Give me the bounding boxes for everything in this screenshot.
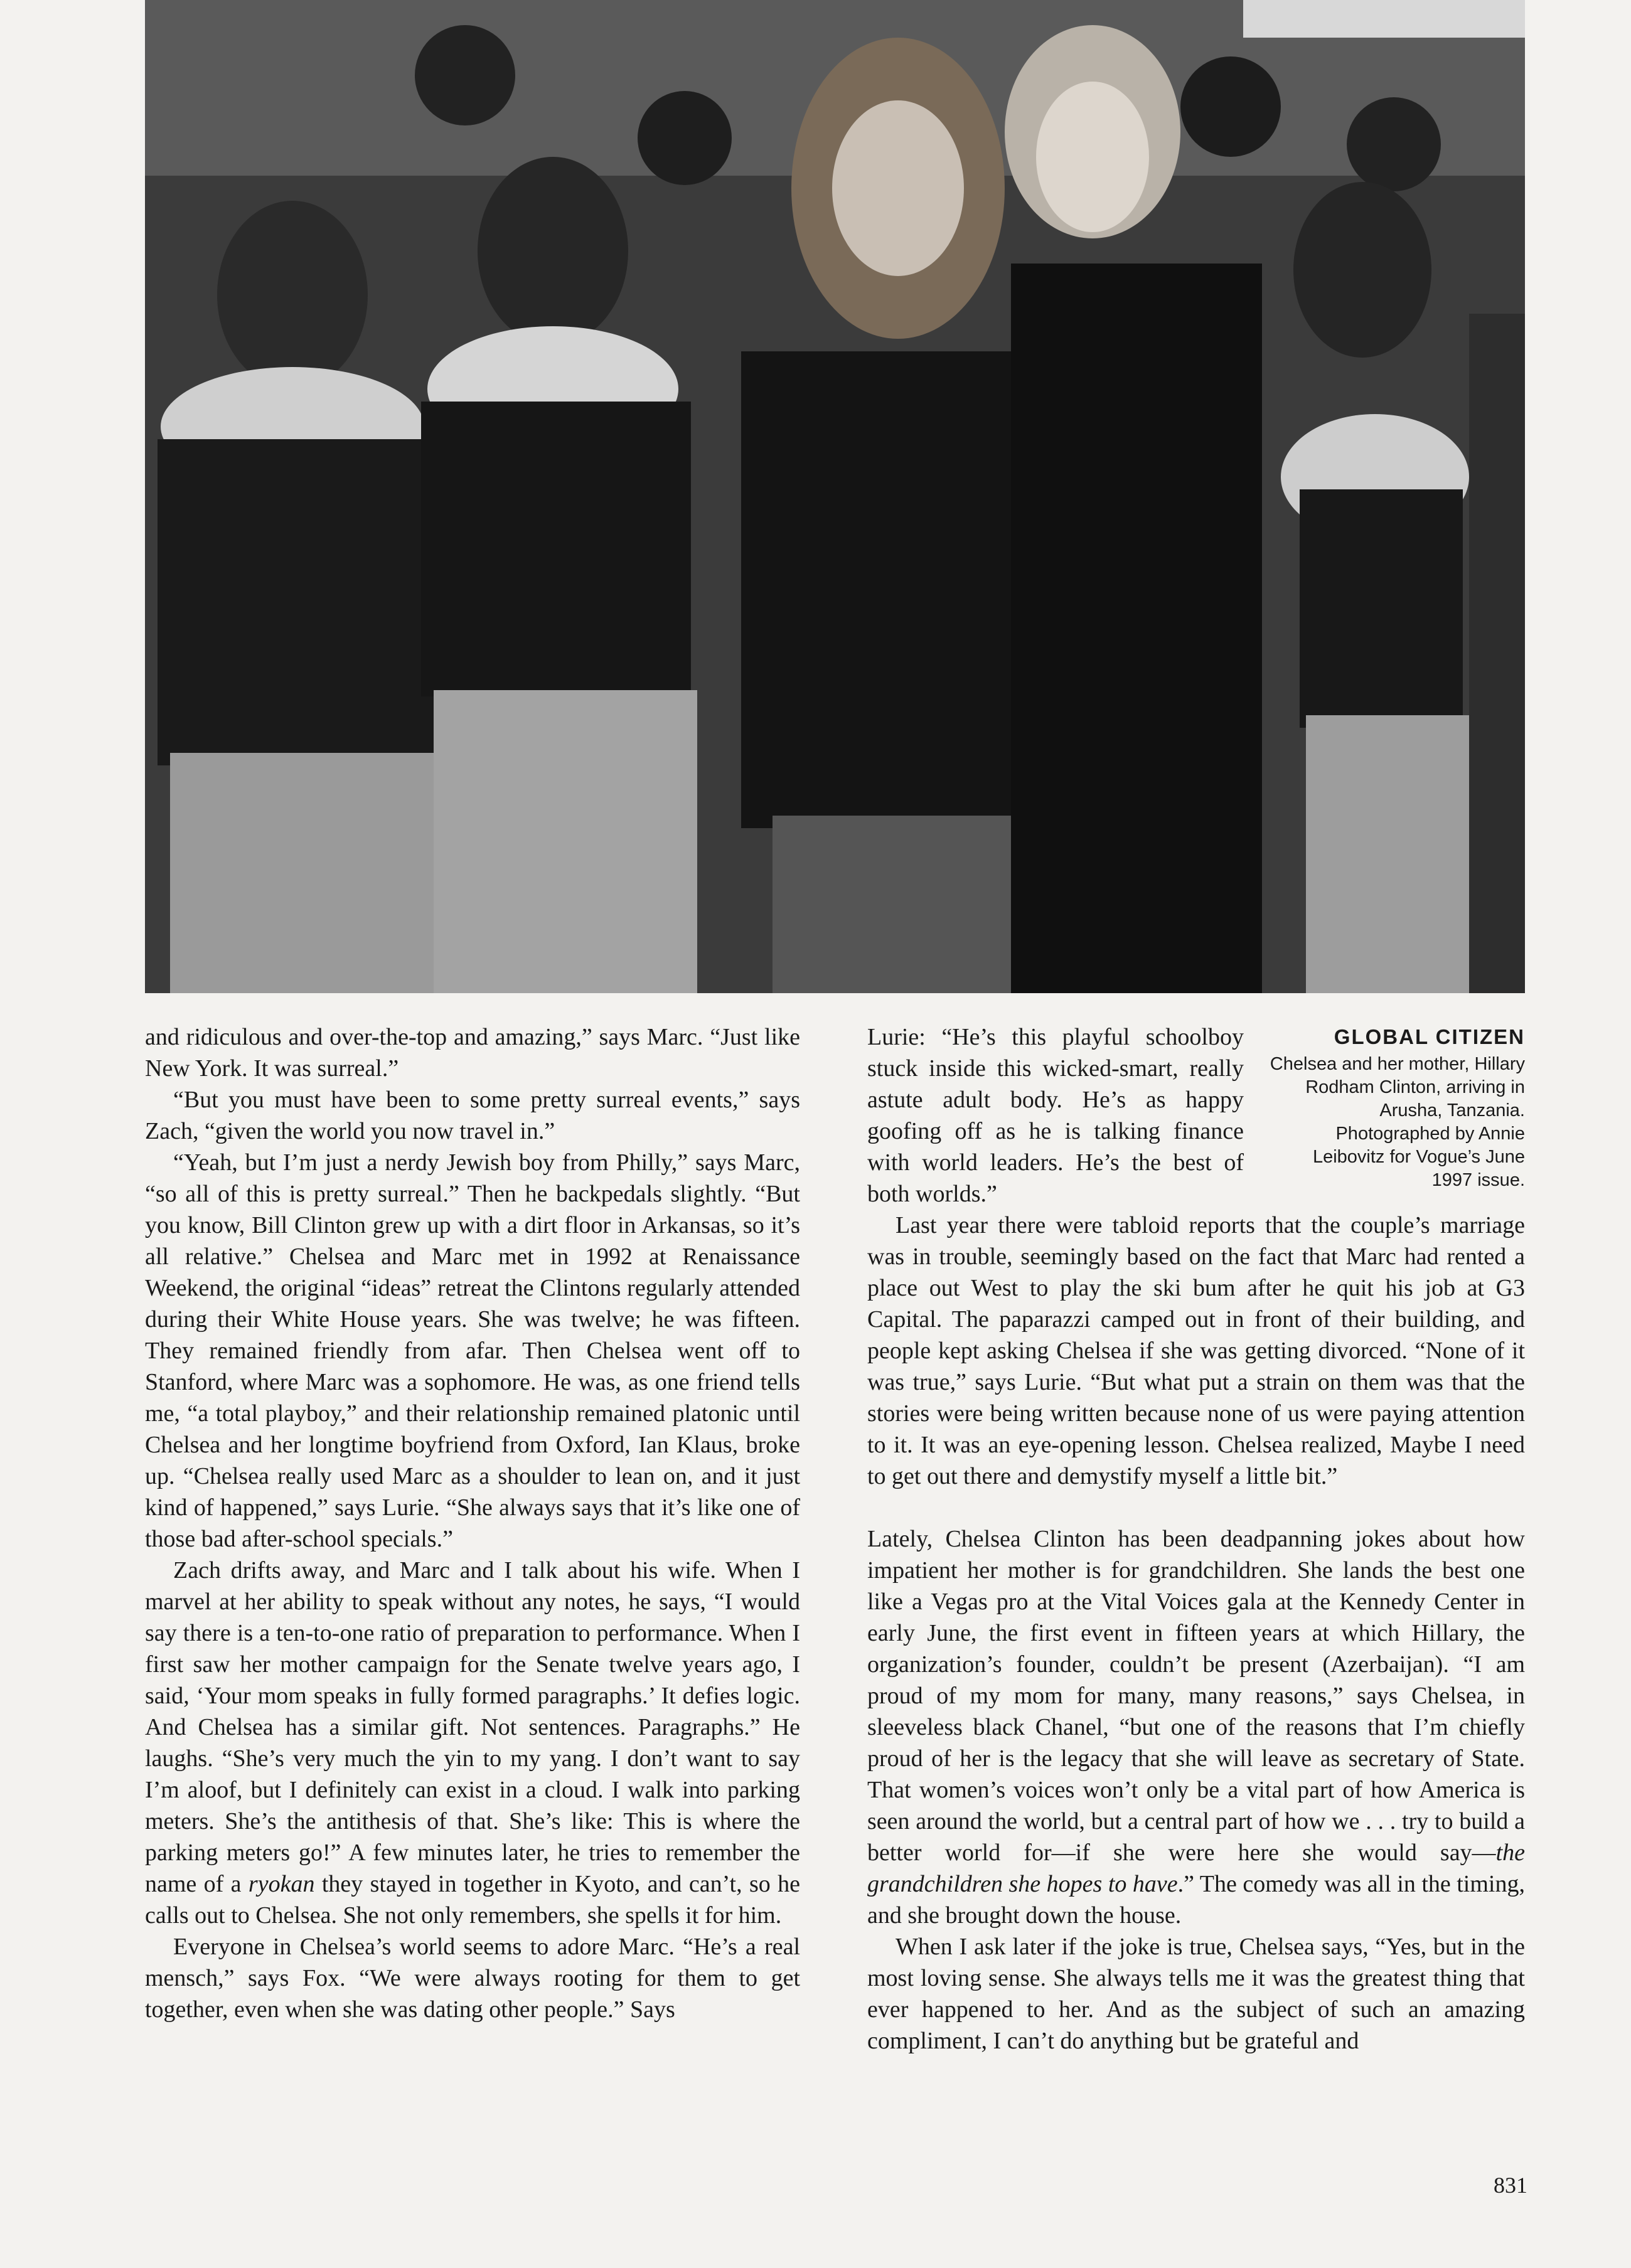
- italic-word: ryokan: [248, 1871, 315, 1897]
- paragraph: Everyone in Chelsea’s world seems to adore Marc. “He’s a real mensch,” says Fox. “We were always rooting for them to get together, even when she was dating other people.” Says: [145, 1934, 800, 2023]
- photograph: [145, 0, 1525, 993]
- caption-title: GLOBAL CITIZEN: [1334, 1025, 1525, 1048]
- paragraph-text: Lately, Chelsea Clinton has been deadpanning jokes about how impatient her mother is for grandchildren. She lands the best one like a Vegas pro at the Vital Voices gala at the Kennedy Center in early June, the first event in fifteen years at which Hillary, the organization’s founder, couldn’t be present (Azerbaijan). “I am proud of my mom for many, many reasons,” says Chelsea, in sleeveless black Chanel, “but one of the reasons that I’m chiefly proud of her is the legacy that she will leave as secretary of State. That women’s voices won’t only be a vital part of how America is seen around the world, but a central part of how we . . . try to build a better world for—if she were here she would say—: [867, 1526, 1525, 1866]
- italic-quote: the grandchildren she hopes to have: [867, 1839, 1525, 1897]
- paragraph-text: they stayed in together in Kyoto, and can’t, so he calls out to Chelsea. She not only remembers, she spells it for him.: [145, 1871, 801, 1929]
- paragraph: and ridiculous and over-the-top and amazing,” says Marc. “Just like New York. It was surreal.”: [145, 1024, 800, 1082]
- page-number: 831: [1494, 2173, 1527, 2198]
- paragraph: [145, 1555, 800, 1931]
- photo-illustration: [145, 0, 1525, 993]
- article-column-1: [145, 1021, 800, 2025]
- paragraph-text: .” The comedy was all in the timing, and she brought down the house.: [867, 1871, 1525, 1929]
- paragraph: “Yeah, but I’m just a nerdy Jewish boy from Philly,” says Marc, “so all of this is pretty surreal.” Then he backpedals slightly. “But you know, Bill Clinton grew up with a dirt floor in Arkansas, so it’s all relative.” Chelsea and Marc met in 1992 at Renaissance Weekend, the original “ideas” retreat the Clintons regularly attended during their White House years. She was twelve; he was fifteen. They remained friendly from afar. Then Chelsea went off to Stanford, where Marc was a sophomore. He was, as one friend tells me, “a total playboy,” and their relationship remained platonic until Chelsea and her longtime boyfriend from Oxford, Ian Klaus, broke up. “Chelsea really used Marc as a shoulder to lean on, and it just kind of happened,” says Lurie. “She always says that it’s like one of those bad after-school specials.”: [145, 1149, 800, 1552]
- paragraph: [867, 1523, 1525, 1931]
- photo-caption: [1268, 1023, 1525, 1192]
- paragraph: Last year there were tabloid reports that the couple’s marriage was in trouble, seemingly based on the fact that Marc had rented a place out West to play the ski bum after he quit his job at G3 Capital. The paparazzi camped out in front of their building, and people kept asking Chelsea if she was getting divorced. “None of it was true,” says Lurie. “But what put a strain on them was that the stories were being written because none of us were paying attention to it. It was an eye-opening lesson. Chelsea realized, Maybe I need to get out there and demystify myself a little bit.”: [867, 1212, 1525, 1489]
- article-column-2-top: [867, 1021, 1244, 1210]
- paragraph: Lurie: “He’s this playful schoolboy stuck inside this wicked-smart, really astute adult body. He’s as happy goofing off as he is talking finance with world leaders. He’s the best of both worlds.”: [867, 1024, 1244, 1207]
- paragraph-text: Zach drifts away, and Marc and I talk about his wife. When I marvel at her ability to speak without any notes, he says, “I would say there is a ten-to-one ratio of preparation to performance. When I first saw her mother campaign for the Senate twelve years ago, I said, ‘Your mom speaks in fully formed paragraphs.’ It defies logic. And Chelsea has a similar gift. Not sentences. Paragraphs.” He laughs. “She’s very much the yin to my yang. I don’t want to say I’m aloof, but I definitely can exist in a cloud. I walk into parking meters. She’s the antithesis of that. She’s like: This is where the parking meters go!” A few minutes later, he tries to remember the name of a: [145, 1557, 800, 1897]
- paragraph: When I ask later if the joke is true, Chelsea says, “Yes, but in the most loving sense. She always tells me it was the greatest thing that ever happened to her. And as the subject of such an amazing compliment, I can’t do anything but be grateful and: [867, 1934, 1525, 2054]
- article-column-2: [867, 1210, 1525, 2057]
- caption-text: Chelsea and her mother, Hillary Rodham Clinton, arriving in Arusha, Tanzania. Photographed by Annie Leibovitz for Vogue’s June 1997 issue.: [1270, 1054, 1525, 1190]
- paragraph: “But you must have been to some pretty surreal events,” says Zach, “given the world you now travel in.”: [145, 1087, 800, 1144]
